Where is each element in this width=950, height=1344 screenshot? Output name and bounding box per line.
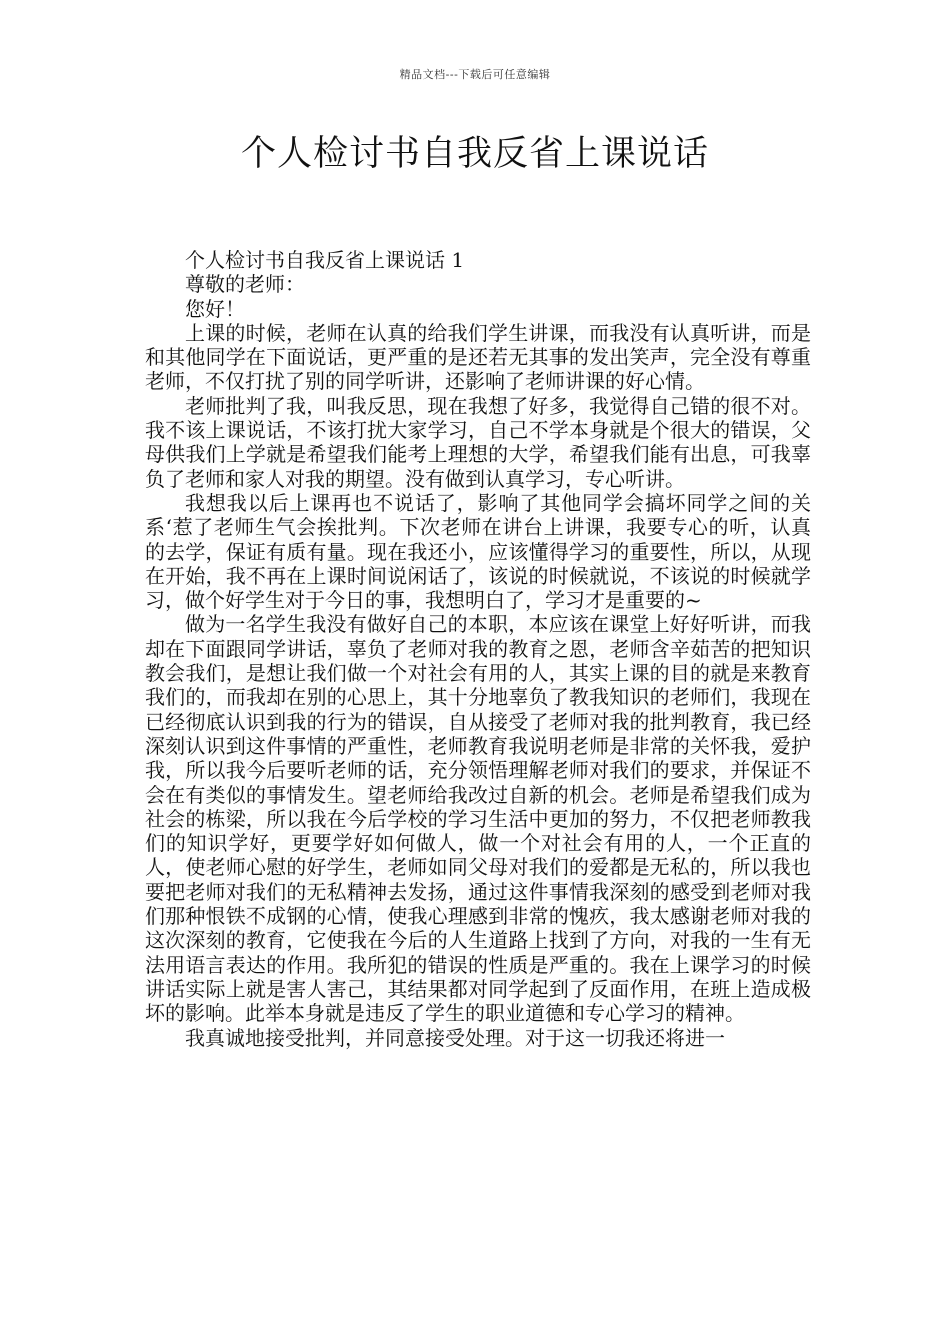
body-paragraph: 我真诚地接受批判，并同意接受处理。对于这一切我还将进一	[185, 1025, 725, 1050]
body-paragraph: 上课的时候，老师在认真的给我们学生讲课，而我没有认真听讲，而是和其他同学在下面说话，更严重的是还若无其事的发出笑声，完全没有尊重老师，不仅打扰了别的同学听讲，还影响了老师讲课的好心情。	[145, 320, 811, 394]
salutation: 尊敬的老师：	[185, 272, 305, 297]
document-body	[145, 248, 811, 1050]
greeting: 您好！	[185, 296, 245, 321]
body-paragraph: 做为一名学生我没有做好自己的本职，本应该在课堂上好好听讲，而我却在下面跟同学讲话，辜负了老师对我的教育之恩，老师含辛茹苦的把知识教会我们，是想让我们做一个对社会有用的人，其实上课的目的就是来教育我们的，而我却在别的心思上，其十分地辜负了教我知识的老师们，我现在已经彻底认识到我的行为的错误，自从接受了老师对我的批判教育，我已经深刻认识到这件事情的严重性，老师教育我说明老师是非常的关怀我，爱护我，所以我今后要听老师的话，充分领悟理解老师对我们的要求，并保证不会在有类似的事情发生。望老师给我改过自新的机会。老师是希望我们成为社会的栋梁，所以我在今后学校的学习生活中更加的努力，不仅把老师教我们的知识学好，更要学好如何做人，做一个对社会有用的人，一个正直的人，使老师心慰的好学生，老师如同父母对我们的爱都是无私的，所以我也要把老师对我们的无私精神去发扬，通过这件事情我深刻的感受到老师对我们那种恨铁不成钢的心情，使我心理感到非常的愧疚，我太感谢老师对我的这次深刻的教育，它使我在今后的人生道路上找到了方向，对我的一生有无法用语言表达的作用。我所犯的错误的性质是严重的。我在上课学习的时候讲话实际上就是害人害己，其结果都对同学起到了反面作用，在班上造成极坏的影响。此举本身就是违反了学生的职业道德和专心学习的精神。	[145, 612, 811, 1026]
body-paragraph: 我想我以后上课再也不说话了，影响了其他同学会搞坏同学之间的关系‘惹了老师生气会挨批判。下次老师在讲台上讲课，我要专心的听，认真的去学，保证有质有量。现在我还小，应该懂得学习的重要性，所以，从现在开始，我不再在上课时间说闲话了，该说的时候就说，不该说的时候就学习，做个好学生对于今日的事，我想明白了，学习才是重要的~	[145, 490, 811, 613]
section-heading: 个人检讨书自我反省上课说话 1	[185, 248, 465, 272]
header-note: 精品文档---下载后可任意编辑	[399, 68, 551, 81]
body-paragraph: 老师批判了我，叫我反思，现在我想了好多，我觉得自己错的很不对。我不该上课说话，不该打扰大家学习，自己不学本身就是个很大的错误，父母供我们上学就是希望我们能考上理想的大学，希望我们能有出息，可我辜负了老师和家人对我的期望。没有做到认真学习，专心听讲。	[145, 393, 811, 491]
document-title: 个人检讨书自我反省上课说话	[240, 134, 709, 174]
